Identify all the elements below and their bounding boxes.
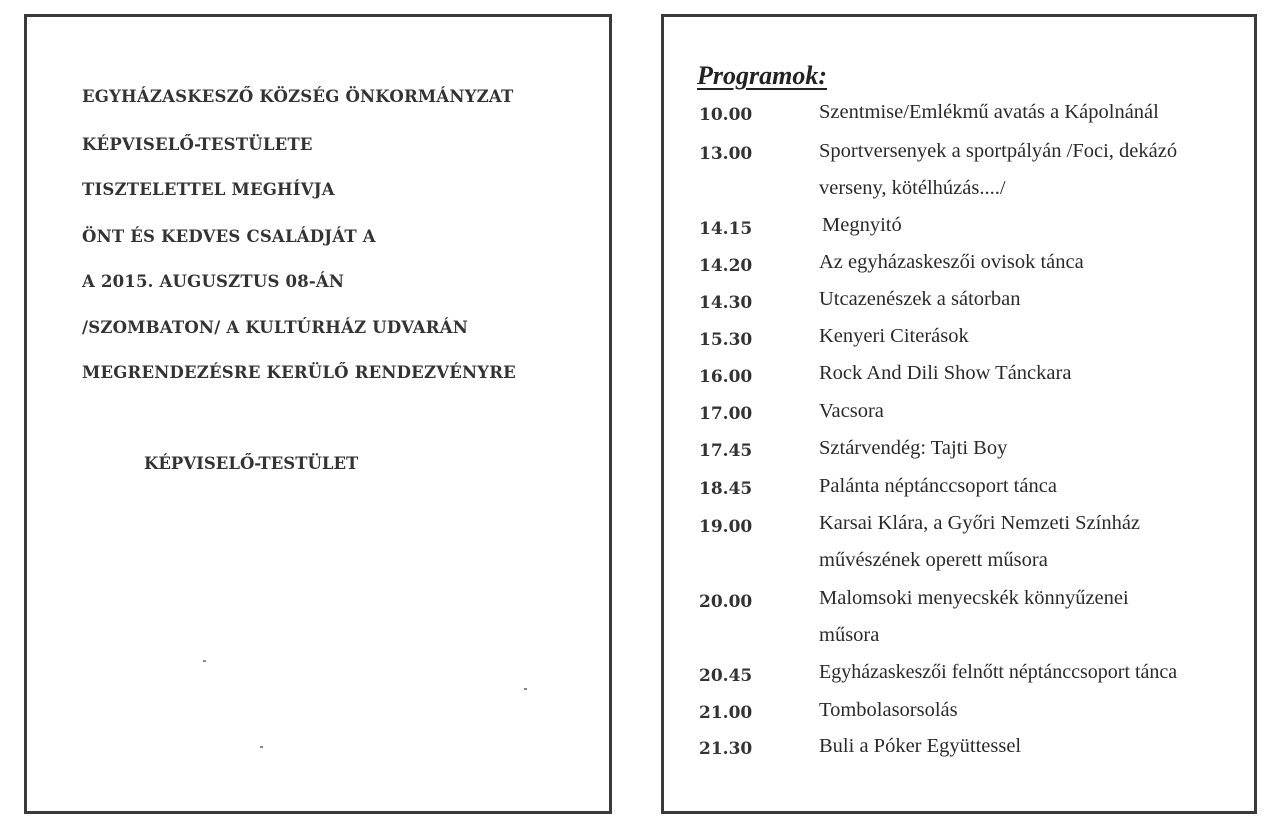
program-time: 20.00 [699,592,753,612]
program-time: 21.30 [699,739,753,759]
program-title: Programok: [697,61,827,90]
scan-speck [260,746,263,748]
program-event: Sportversenyek a sportpályán /Foci, dekázó [819,140,1178,162]
program-time: 17.45 [699,441,753,461]
program-event-continued: verseny, kötélhúzás..../ [819,177,1006,199]
program-event: Palánta néptánccsoport tánca [819,475,1057,497]
invitation-panel [24,14,612,814]
program-event: Tombolasorsolás [819,699,958,721]
program-event: Egyházaskeszői felnőtt néptánccsoport tánca [819,661,1178,683]
program-time: 14.20 [699,256,753,276]
program-time: 21.00 [699,703,753,723]
program-time: 17.00 [699,404,753,424]
program-time: 14.30 [699,293,753,313]
invitation-line-4: ÖNT ÉS KEDVES CSALÁDJÁT A [82,227,376,246]
invitation-line-3: TISZTELETTEL MEGHÍVJA [82,180,335,199]
program-time: 20.45 [699,666,753,686]
program-event: Malomsoki menyecskék könnyűzenei [819,587,1129,609]
invitation-line-6: /SZOMBATON/ A KULTÚRHÁZ UDVARÁN [82,318,469,337]
program-event: Kenyeri Citerások [819,325,969,347]
signature: KÉPVISELŐ-TESTÜLET [144,454,359,473]
program-event: Karsai Klára, a Győri Nemzeti Színház [819,512,1141,534]
scan-speck [524,688,527,690]
program-time: 15.30 [699,330,753,350]
program-event: Vacsora [819,400,884,422]
program-time: 16.00 [699,367,753,387]
program-event: Sztárvendég: Tajti Boy [819,437,1008,459]
scan-speck [203,660,206,662]
program-event-continued: műsora [819,624,880,646]
program-event: Szentmise/Emlékmű avatás a Kápolnánál [819,101,1159,123]
program-event: Megnyitó [822,214,902,236]
program-event: Utcazenészek a sátorban [819,288,1021,310]
program-event: Az egyházaskeszői ovisok tánca [819,251,1084,273]
program-event: Rock And Dili Show Tánckara [819,362,1072,384]
program-event: Buli a Póker Együttessel [819,735,1022,757]
invitation-line-2: KÉPVISELŐ-TESTÜLETE [82,135,313,154]
program-time: 14.15 [699,219,753,239]
invitation-line-7: MEGRENDEZÉSRE KERÜLŐ RENDEZVÉNYRE [82,363,516,382]
program-time: 13.00 [699,144,753,164]
program-time: 19.00 [699,517,753,537]
program-time: 10.00 [699,105,753,125]
program-panel [661,14,1257,814]
invitation-line-1: EGYHÁZASKESZŐ KÖZSÉG ÖNKORMÁNYZAT [82,87,514,106]
invitation-line-5: A 2015. AUGUSZTUS 08-ÁN [82,272,345,291]
program-event-continued: művészének operett műsora [819,549,1048,571]
program-time: 18.45 [699,479,753,499]
